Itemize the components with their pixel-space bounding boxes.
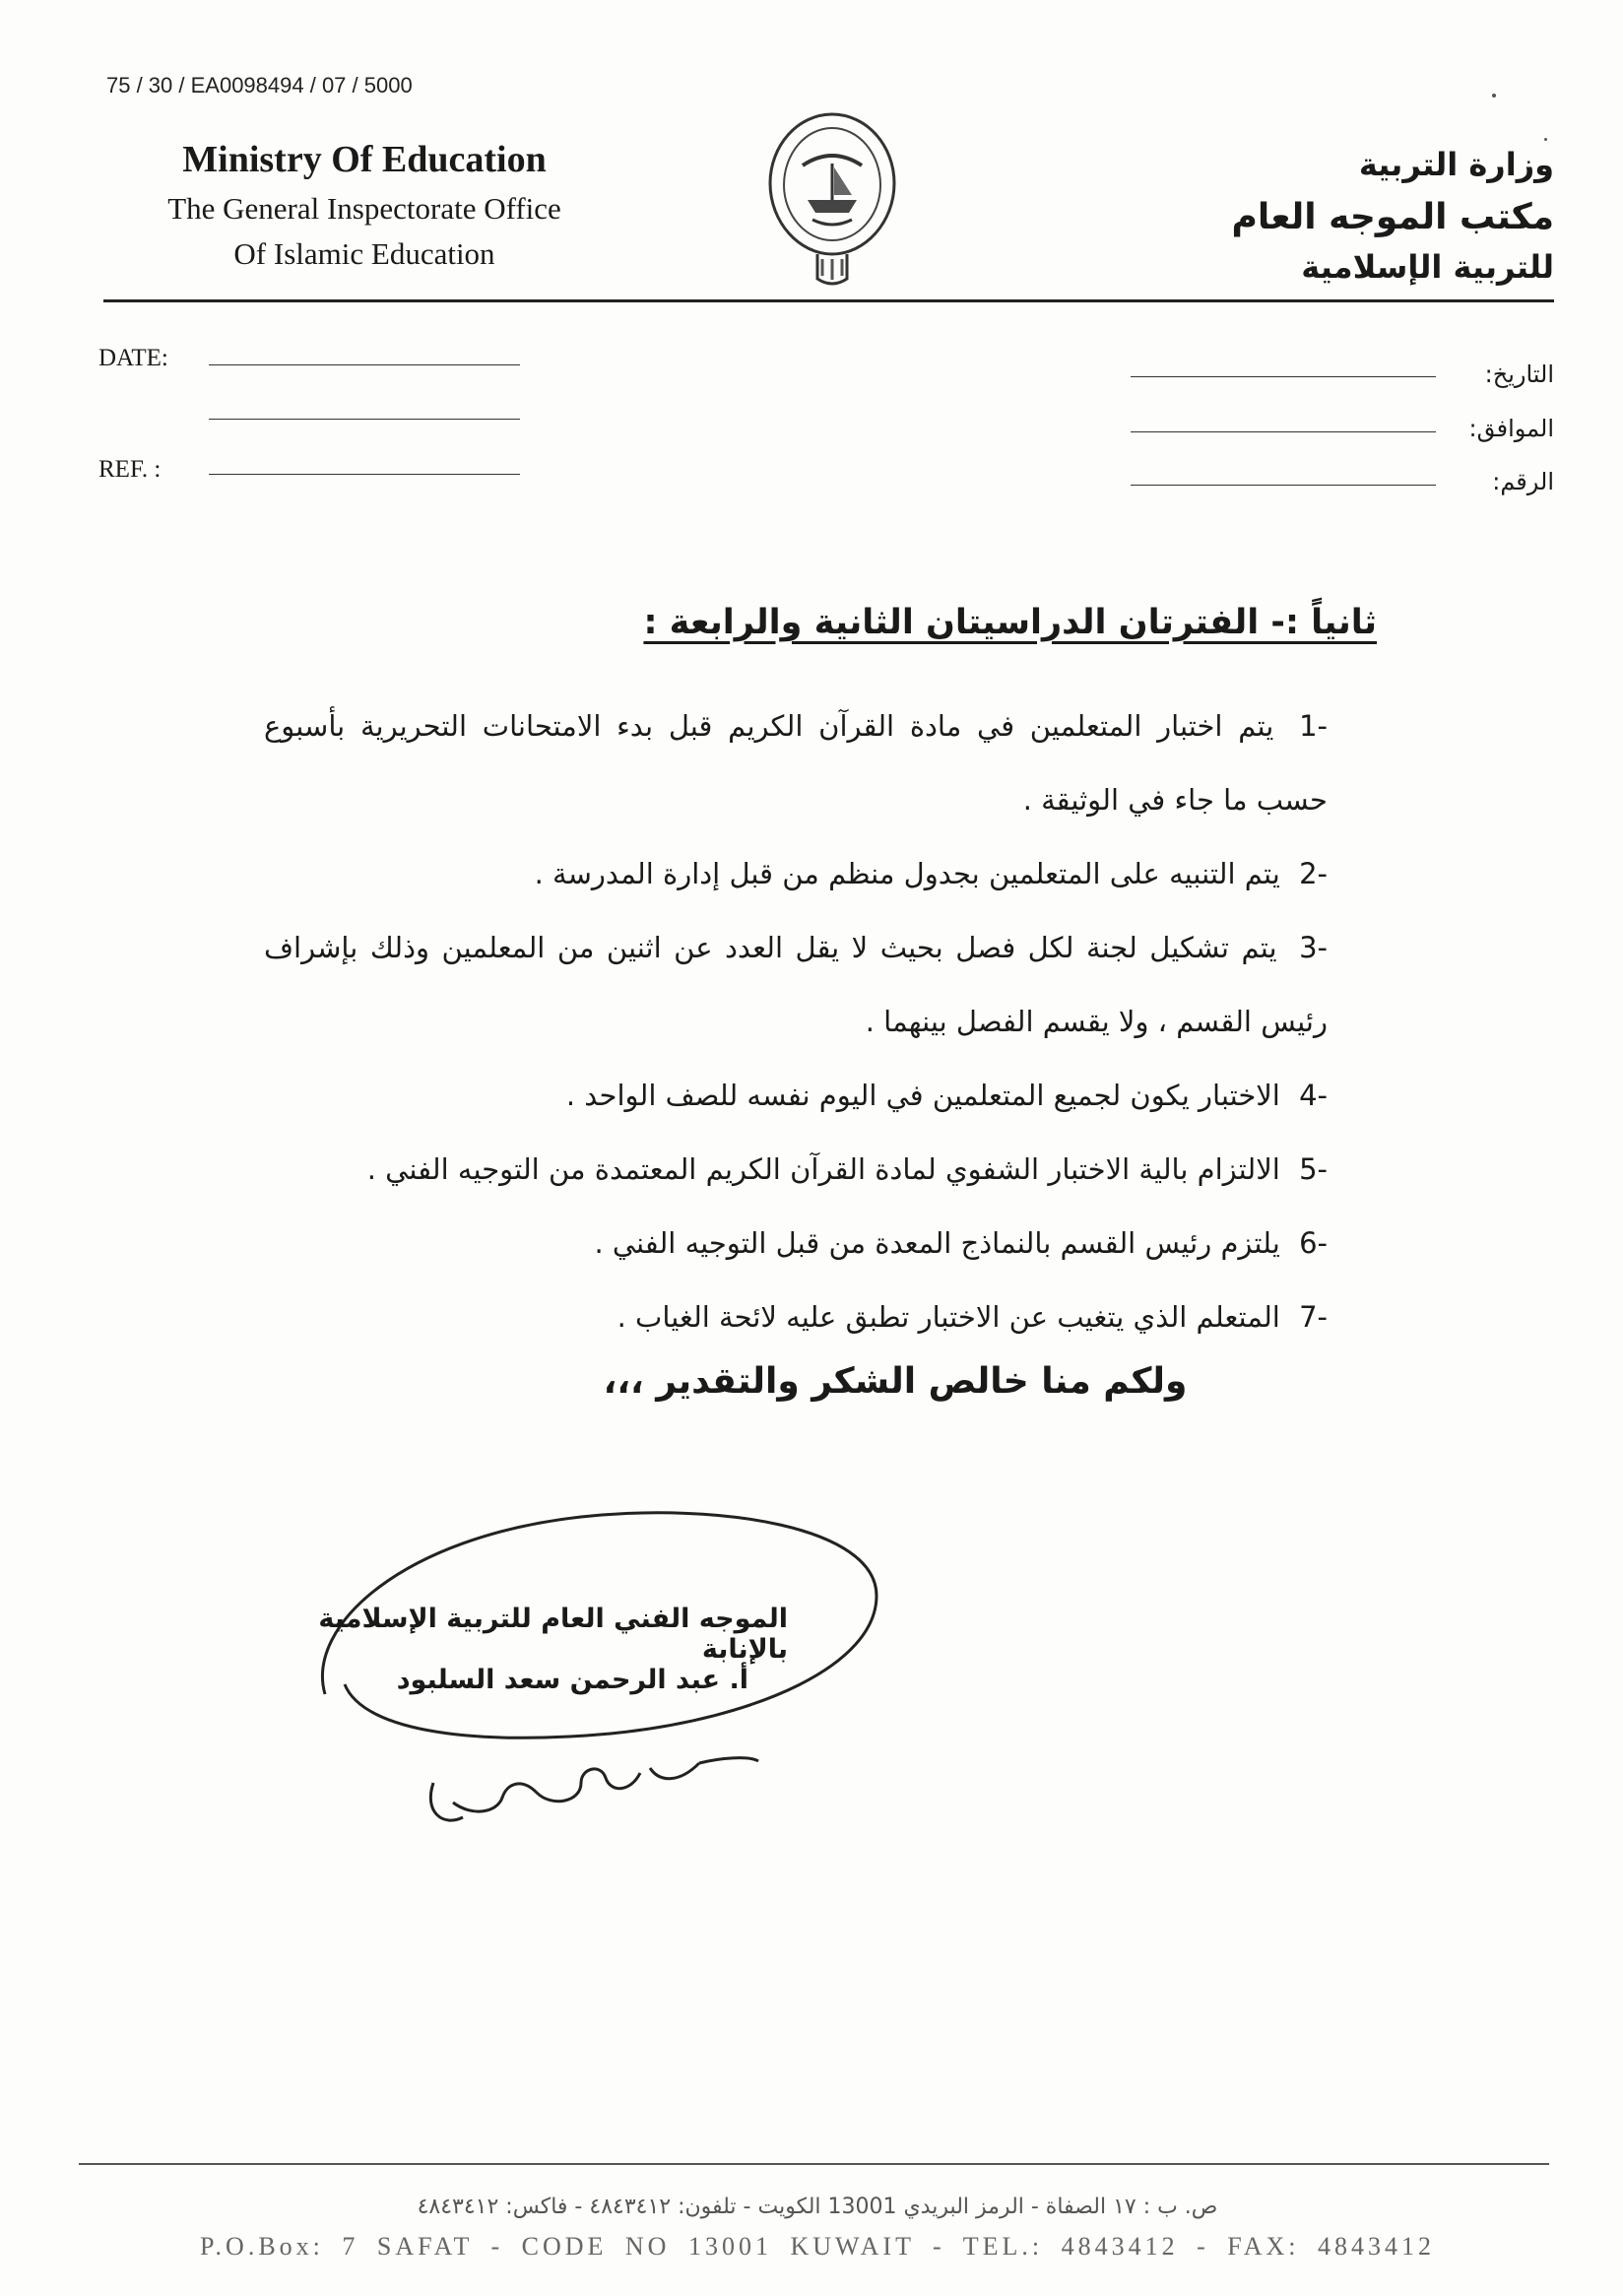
signer-title: الموجه الفني العام للتربية الإسلامية بالإنابة (318, 1604, 788, 1665)
signer-name: أ. عبد الرحمن سعد السلبود (396, 1665, 748, 1695)
ref-line (209, 474, 520, 475)
list-item (264, 1059, 1328, 1133)
item-text: يلتزم رئيس القسم بالنماذج المعدة من قبل التوجيه الفني . (594, 1226, 1280, 1260)
footer-divider (79, 2163, 1549, 2165)
list-item (264, 837, 1328, 911)
ar-corresponding-label: الموافق: (1468, 415, 1554, 442)
scan-speck (1492, 94, 1496, 98)
ar-date-label: التاريخ: (1484, 361, 1554, 388)
item-number: -4 (1299, 1079, 1328, 1112)
office-subtitle-ar: مكتب الموجه العام (1231, 197, 1554, 237)
ar-number-line (1131, 485, 1436, 486)
closing-greeting: ولكم منا خالص الشكر والتقدير ،،، (603, 1361, 1188, 1402)
list-item (264, 911, 1328, 1059)
item-number: -7 (1299, 1300, 1328, 1334)
list-item (264, 1133, 1328, 1207)
list-item (264, 1207, 1328, 1280)
item-text: يتم تشكيل لجنة لكل فصل بحيث لا يقل العدد عن اثنين من المعلمين وذلك بإشراف رئيس القسم ، ولا يقسم الفصل بينهما . (264, 931, 1328, 1038)
item-text: يتم اختبار المتعلمين في مادة القرآن الكريم قبل بدء الامتحانات التحريرية بأسبوع حسب ما جاء في الوثيقة . (264, 709, 1328, 817)
date-line-2 (209, 419, 520, 420)
reference-code: 75 / 30 / EA0098494 / 07 / 5000 (106, 73, 413, 98)
footer-address-ar: ص. ب : ١٧ الصفاة - الرمز البريدي 13001 الكويت - تلفون: ٤٨٤٣٤١٢ - فاكس: ٤٨٤٣٤١٢ (417, 2195, 1218, 2219)
item-text: المتعلم الذي يتغيب عن الاختبار تطبق عليه لائحة الغياب . (617, 1300, 1280, 1334)
item-text: الالتزام بالية الاختبار الشفوي لمادة القرآن الكريم المعتمدة من التوجيه الفني . (366, 1152, 1280, 1186)
ministry-title-en: Ministry Of Education (182, 139, 547, 180)
footer-address-en: P.O.Box: 7 SAFAT - CODE NO 13001 KUWAIT - TEL.: 4843412 - FAX: 4843412 (199, 2232, 1436, 2261)
item-text: الاختبار يكون لجميع المتعلمين في اليوم نفسه للصف الواحد . (565, 1079, 1280, 1112)
department-subtitle-en: Of Islamic Education (233, 236, 495, 271)
scan-speck (1544, 138, 1547, 141)
item-number: -2 (1299, 857, 1328, 890)
section-heading: ثانياً :- الفترتان الدراسيتان الثانية والرابعة : (643, 603, 1377, 642)
list-item (264, 1280, 1328, 1354)
header-divider (103, 299, 1554, 302)
department-subtitle-ar: للتربية الإسلامية (1301, 248, 1554, 286)
item-text: يتم التنبيه على المتعلمين بجدول منظم من قبل إدارة المدرسة . (534, 857, 1280, 890)
date-label: DATE: (98, 345, 168, 371)
instructions-list (264, 689, 1328, 1354)
ministry-title-ar: وزارة التربية (1358, 146, 1554, 183)
ar-number-label: الرقم: (1492, 468, 1554, 495)
office-subtitle-en: The General Inspectorate Office (167, 191, 561, 226)
item-number: -3 (1299, 931, 1329, 964)
ref-label: REF. : (98, 456, 162, 483)
ar-corresponding-line (1131, 431, 1436, 432)
item-number: -5 (1299, 1152, 1328, 1186)
item-number: -6 (1299, 1226, 1328, 1260)
date-line (209, 364, 520, 365)
list-item (264, 689, 1328, 837)
ar-date-line (1131, 376, 1436, 377)
kuwait-emblem-icon (758, 106, 906, 289)
item-number: -1 (1299, 709, 1329, 743)
